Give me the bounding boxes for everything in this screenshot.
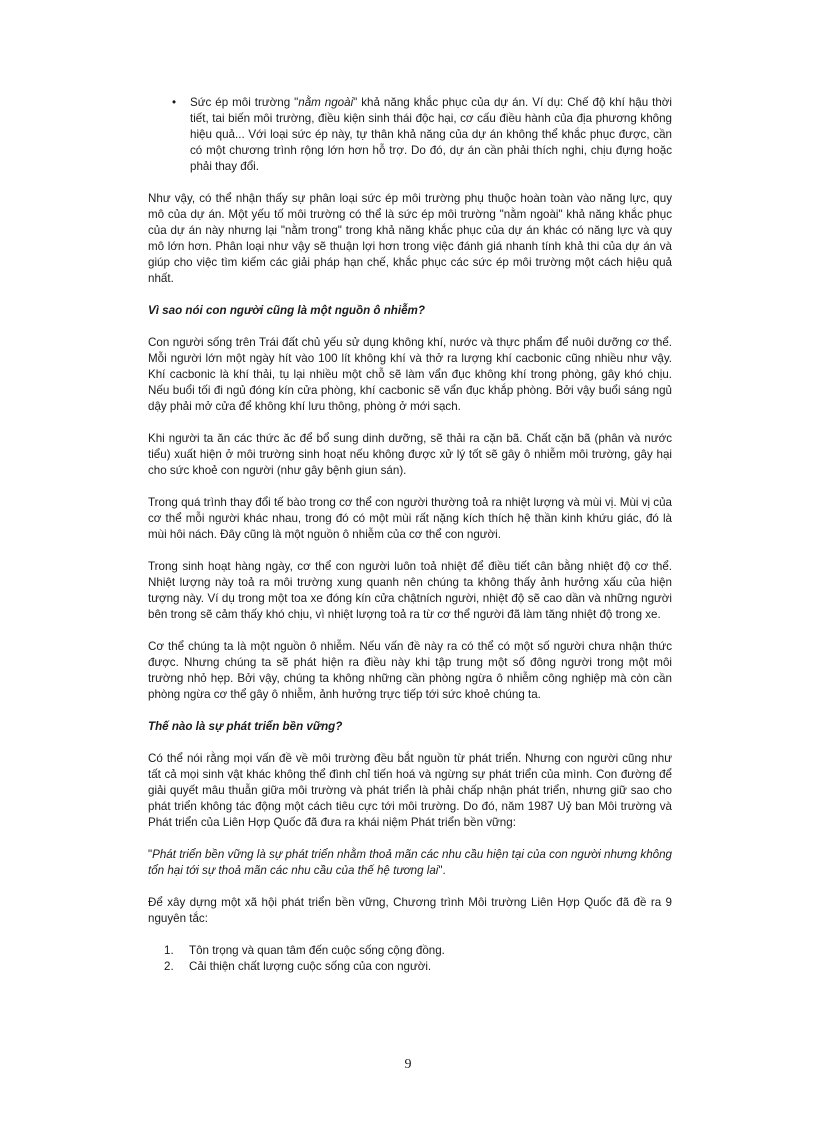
bullet-item — [148, 95, 672, 175]
section-heading-human-pollution: Vì sao nói con người cũng là một nguồn ô nhiễm? — [148, 304, 425, 317]
paragraph-breathing: Con người sống trên Trái đất chủ yếu sử dụng không khí, nước và thực phẩm để nuôi dưỡng cơ thể. Mỗi người lớn một ngày hít vào 100 lít không khí và thở ra lượng khí cacbonic cũng nhiều như vậy. Khí cacbonic là khí thải, tụ lại nhiều một chỗ sẽ làm vẩn đục không khí trong phòng, gây khó chịu. Nếu buổi tối đi ngủ đóng kín cửa phòng, khí cacbonic sẽ vẩn đục khắp phòng. Bởi vậy buổi sáng ngủ dậy phải mở cửa để không khí lưu thông, phòng ở mới sạch. — [148, 336, 672, 413]
definition-quote — [148, 847, 672, 879]
paragraph-body-odor: Trong quá trình thay đổi tế bào trong cơ thể con người thường toả ra nhiệt lượng và mùi vị. Mùi vị của cơ thể mỗi người khác nhau, trong đó có một mùi rất nặng kích thích hệ thần kinh khứu giác, đó là mùi hôi nách. Đây cũng là một nguồn ô nhiễm của cơ thể con người. — [148, 496, 672, 541]
list-item-text: Cải thiện chất lượng cuộc sống của con người. — [189, 960, 432, 973]
list-item — [164, 943, 672, 959]
bullet-list — [148, 95, 672, 175]
quote-open-mark: " — [148, 848, 153, 861]
section-heading-sustainable-development: Thế nào là sự phát triển bền vững? — [148, 720, 343, 733]
paragraph-body-heat: Trong sinh hoạt hàng ngày, cơ thể con người luôn toả nhiệt để điều tiết cân bằng nhiệt độ cơ thể. Nhiệt lượng này toả ra môi trường xung quanh nên chúng ta không thấy ảnh hưởng xấu của hiện tượng này. Ví dụ trong một toa xe đóng kín cửa chậtních người, nhiệt độ sẽ cao dần và những người bên trong sẽ cảm thấy khó chịu, vì nhiệt lượng toả ra từ cơ thể người đã làm tăng nhiệt độ trong xe. — [148, 560, 672, 621]
bullet-text-end: " khả năng khắc phục của dự án. Ví dụ: Chế độ khí hậu thời tiết, tai biến môi trường, điều kiện sinh thái độc hại, cơ cấu điều hành của địa phương không hiệu quả... Với loại sức ép này, tự thân khả năng của dự án không thể khắc phục được, cần có một chương trình rộng lớn hơn hỗ trợ. Do đó, dự án cần phải thích nghi, chịu đựng hoặc phải thay đổi. — [190, 96, 672, 173]
bullet-marker: • — [172, 96, 177, 109]
page-content — [148, 95, 672, 975]
page-number: 9 — [404, 1057, 412, 1072]
paragraph-body-pollution-source: Cơ thể chúng ta là một nguồn ô nhiễm. Nếu vấn đề này ra có thể có một số người chưa nhận thức được. Nhưng chúng ta sẽ phát hiện ra điều này khi tập trung một số đông người trong một môi trường nhỏ hẹp. Bởi vậy, chúng ta không những cần phòng ngừa ô nhiễm công nghiệp mà còn cần phòng ngừa cơ thể gây ô nhiễm, ảnh hưởng trực tiếp tới sức khoẻ chúng ta. — [148, 640, 672, 701]
quote-close-mark: ". — [438, 864, 446, 877]
list-item-text: Tôn trọng và quan tâm đến cuộc sống cộng đồng. — [189, 944, 445, 957]
quote-text: Phát triển bền vững là sự phát triển nhằm thoả mãn các nhu cầu hiện tại của con người nhưng không tổn hại tới sự thoả mãn các nhu cầu của thế hệ tương lai — [148, 848, 672, 877]
list-item — [164, 959, 672, 975]
paragraph-nine-principles-intro: Để xây dựng một xã hội phát triển bền vững, Chương trình Môi trường Liên Hợp Quốc đã đề ra 9 nguyên tắc: — [148, 896, 672, 925]
bullet-text-italic: nằm ngoài — [298, 96, 354, 109]
paragraph-classification-summary: Như vậy, có thể nhận thấy sự phân loại sức ép môi trường phụ thuộc hoàn toàn vào năng lực, quy mô của dự án. Một yếu tố môi trường có thể là sức ép môi trường "nằm ngoài" khả năng khắc phục của dự án này nhưng lại "nằm trong" trong khả năng khắc phục của dự án khác có năng lực và quy mô lớn hơn. Phân loại như vậy sẽ thuận lợi hơn trong việc đánh giá nhanh tính khả thi của dự án và giúp cho việc tìm kiếm các giải pháp hạn chế, khắc phục các sức ép môi trường một cách hiệu quả nhất. — [148, 192, 672, 285]
bullet-text-start: Sức ép môi trường " — [190, 96, 299, 109]
paragraph-development-conflict: Có thể nói rằng mọi vấn đề về môi trường đều bắt nguồn từ phát triển. Nhưng con người cũng như tất cả mọi sinh vật khác không thể đình chỉ tiến hoá và ngừng sự phát triển của mình. Con đường để giải quyết mâu thuẫn giữa môi trường và phát triển là phải chấp nhận phát triển, nhưng giữ sao cho phát triển không tác động một cách tiêu cực tới môi trường. Do đó, năm 1987 Uỷ ban Môi trường và Phát triển của Liên Hợp Quốc đã đưa ra khái niệm Phát triển bền vững: — [148, 752, 672, 829]
principles-list — [148, 943, 672, 975]
paragraph-waste: Khi người ta ăn các thức ăc để bổ sung dinh dưỡng, sẽ thải ra cặn bã. Chất cặn bã (phân và nước tiểu) xuất hiện ở môi trường sinh hoạt nếu không được xử lý tốt sẽ gây ô nhiễm môi trường, gây hại cho sức khoẻ con người (như gây bệnh giun sán). — [148, 432, 672, 477]
list-item-number: 1. — [164, 944, 174, 957]
list-item-number: 2. — [164, 960, 174, 973]
